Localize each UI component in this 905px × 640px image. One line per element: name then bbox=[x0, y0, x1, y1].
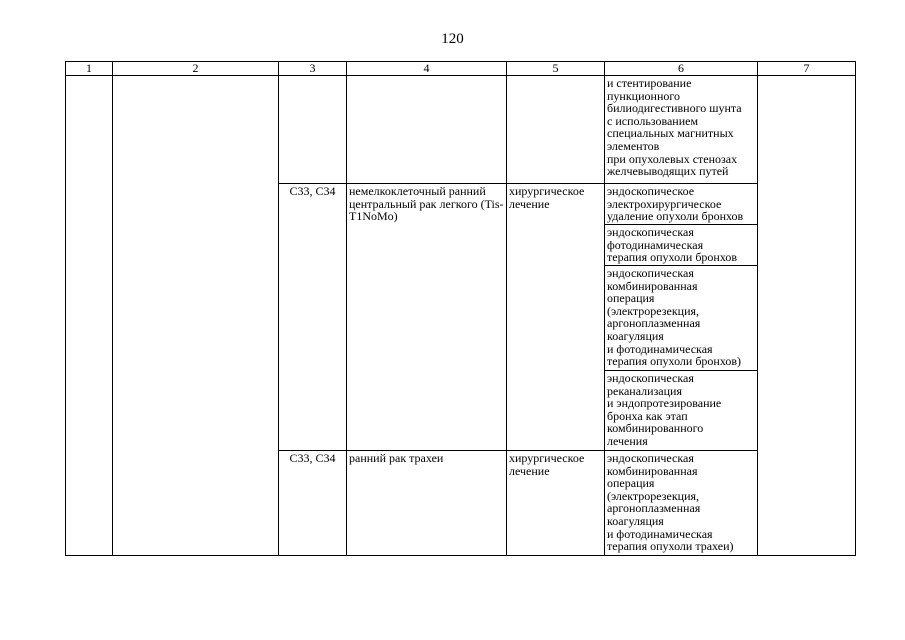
diagnosis-cell: ранний рак трахеи bbox=[347, 451, 507, 556]
page-number: 120 bbox=[441, 31, 464, 47]
method-cell: эндоскопическая фотодинамическая терапия опухоли бронхов bbox=[605, 225, 758, 266]
col7-cell bbox=[758, 76, 856, 556]
method-cell: эндоскопическое электрохирургическое удаление опухоли бронхов bbox=[605, 184, 758, 225]
treatment-cell: хирургическое лечение bbox=[507, 451, 605, 556]
treatment-cell: хирургическое лечение bbox=[507, 184, 605, 451]
header-col-3: 3 bbox=[279, 62, 347, 76]
method-cell: эндоскопическая реканализация и эндопротезирование бронха как этап комбинированного лечения bbox=[605, 371, 758, 451]
header-col-4: 4 bbox=[347, 62, 507, 76]
col1-cell bbox=[66, 76, 113, 556]
method-cell: и стентирование пункционного билиодигестивного шунта с использованием специальных магнитных элементов при опухолевых стенозах желчевыводящих путей bbox=[605, 76, 758, 184]
codes-cell: С33, С34 bbox=[279, 184, 347, 451]
header-col-2: 2 bbox=[113, 62, 279, 76]
header-col-7: 7 bbox=[758, 62, 856, 76]
method-cell: эндоскопическая комбинированная операция (электрорезекция, аргоноплазменная коагуляция и фотодинамическая терапия опухоли бронхов) bbox=[605, 266, 758, 371]
header-row bbox=[66, 62, 856, 76]
header-col-5: 5 bbox=[507, 62, 605, 76]
codes-cell: С33, С34 bbox=[279, 451, 347, 556]
treatment-cell bbox=[507, 76, 605, 184]
medical-care-table bbox=[65, 61, 856, 556]
method-cell: эндоскопическая комбинированная операция (электрорезекция, аргоноплазменная коагуляция и фотодинамическая терапия опухоли трахеи) bbox=[605, 451, 758, 556]
col2-cell bbox=[113, 76, 279, 556]
diagnosis-cell: немелкоклеточный ранний центральный рак легкого (Tis-T1NoMo) bbox=[347, 184, 507, 451]
table-row bbox=[66, 76, 856, 184]
codes-cell bbox=[279, 76, 347, 184]
diagnosis-cell bbox=[347, 76, 507, 184]
header-col-1: 1 bbox=[66, 62, 113, 76]
header-col-6: 6 bbox=[605, 62, 758, 76]
